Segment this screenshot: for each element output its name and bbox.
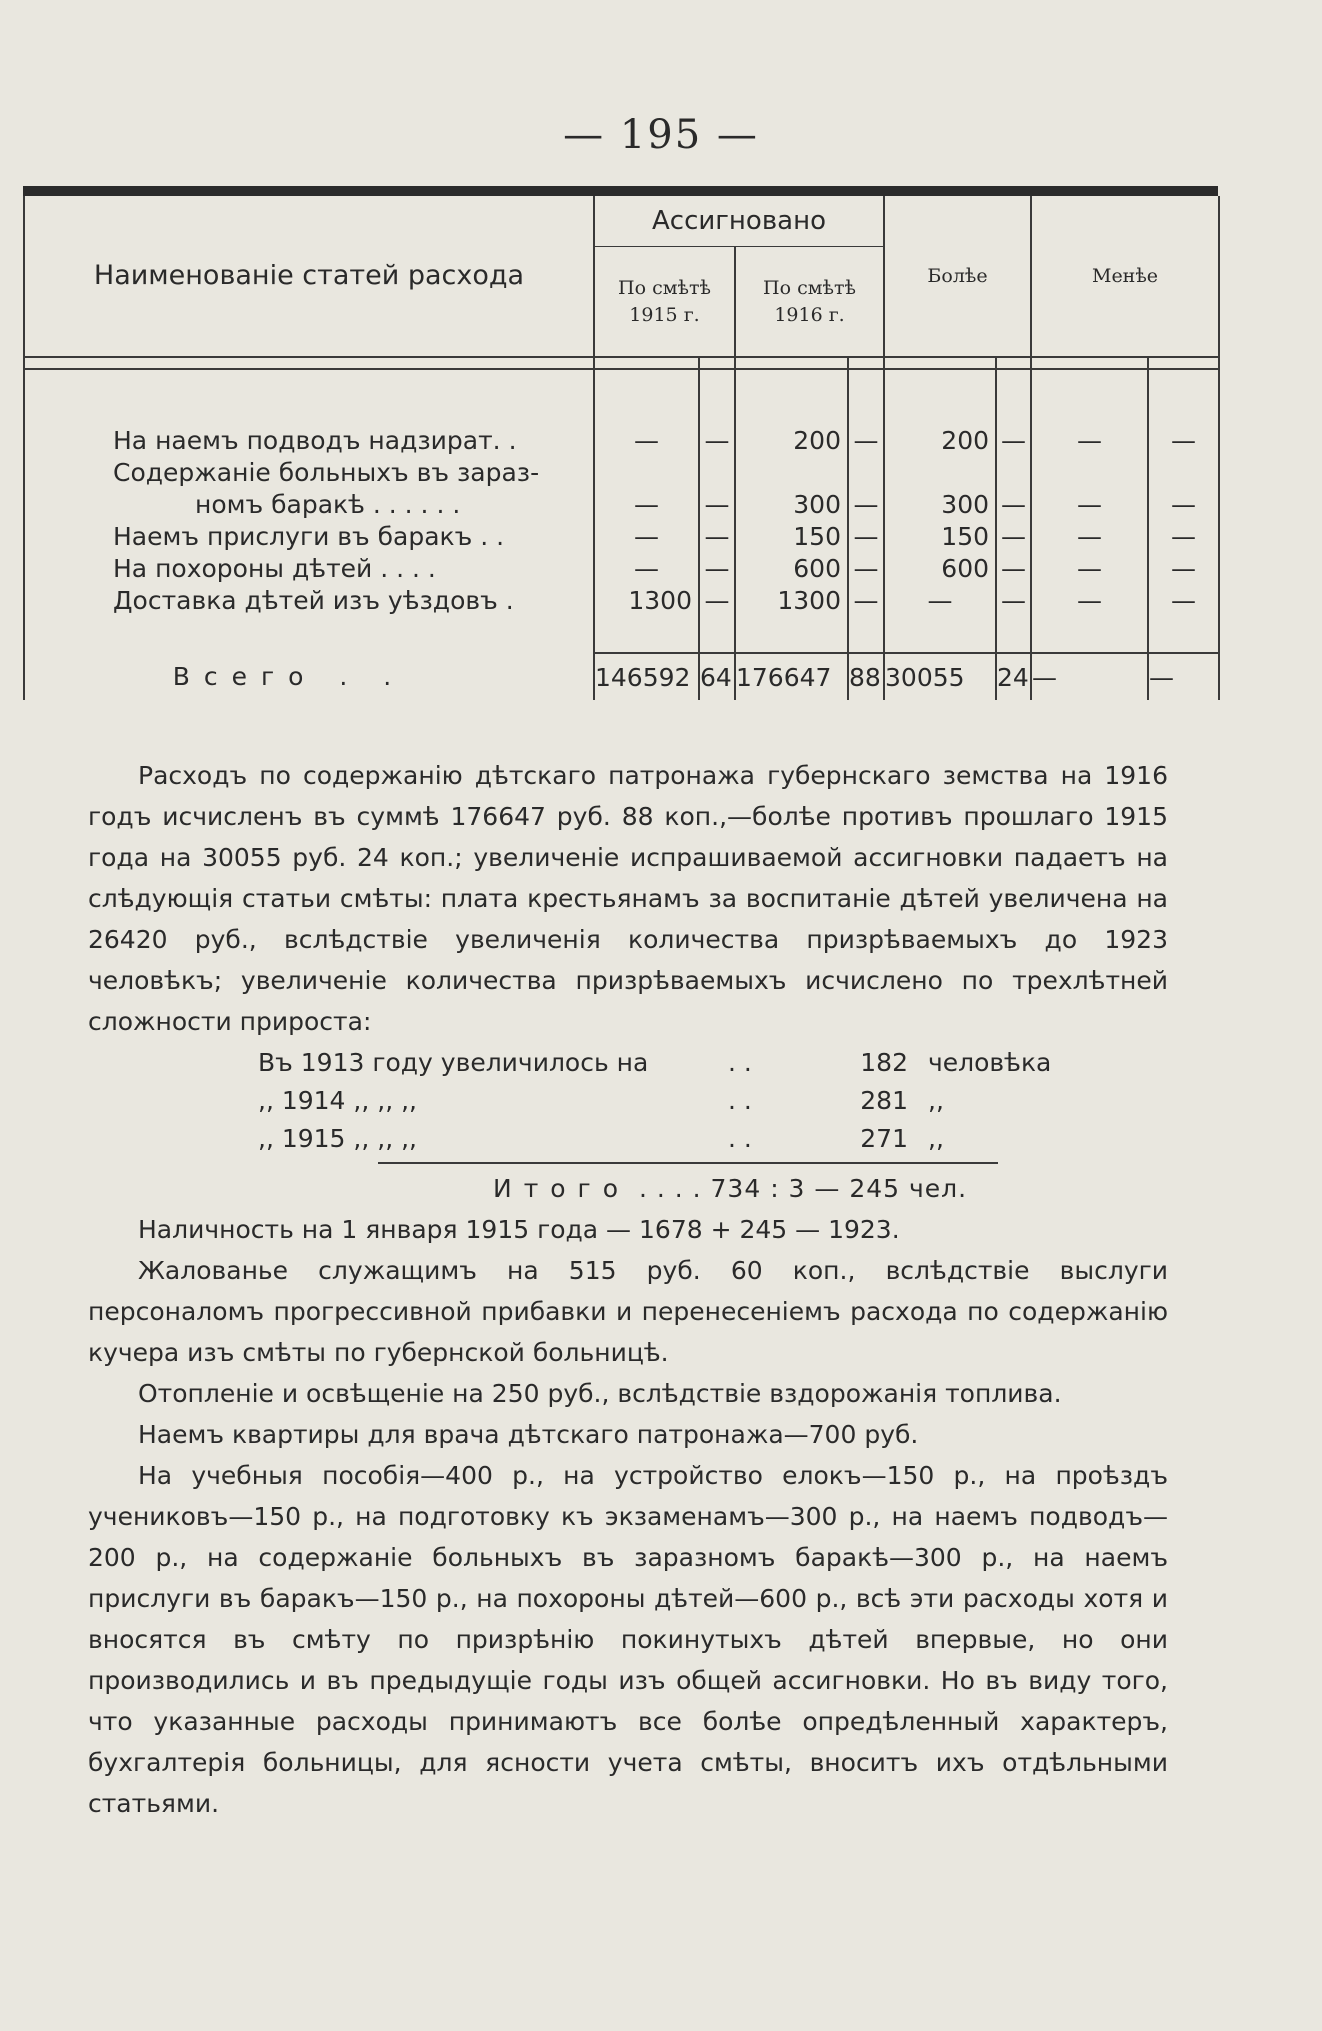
growth-label: Въ 1913 году увеличилось на xyxy=(258,1048,649,1077)
table-row xyxy=(24,584,1219,616)
budget-table xyxy=(23,196,1218,700)
growth-unit: ,, xyxy=(928,1124,944,1153)
cell-1915: 1300 xyxy=(594,584,699,616)
cell-1916 xyxy=(735,456,848,488)
cell-more: — xyxy=(884,584,996,616)
cell-1916-kop: — xyxy=(848,488,884,520)
cell-more: 300 xyxy=(884,488,996,520)
paragraph-expenses: Расходъ по содержанію дѣтскаго патронажа губернскаго земства на 1916 годъ исчисленъ въ суммѣ 176647 руб. 88 коп.,—болѣе противъ прошлаго 1915 года на 30055 руб. 24 коп.; увеличеніе испрашиваемой ассигновки падаетъ на слѣдующія статьи смѣты: плата крестьянамъ за воспитаніе дѣтей увеличена на 26420 руб., вслѣдствіе увеличенія количества призрѣваемыхъ до 1923 человѣкъ; увеличеніе количества призрѣваемыхъ исчислено по трехлѣтней сложности прироста: xyxy=(88,761,1168,1036)
growth-row xyxy=(258,1042,1168,1080)
total-more-kop: 24 xyxy=(996,653,1031,700)
total-less-kop: — xyxy=(1148,653,1219,700)
cell-more-kop: — xyxy=(996,584,1031,616)
growth-label: ,, 1915 ,, ,, ,, xyxy=(258,1124,417,1153)
total-1915: 146592 xyxy=(594,653,699,700)
row-name: Наемъ прислуги въ баракъ . . xyxy=(24,520,594,552)
cell-1916: 150 xyxy=(735,520,848,552)
cell-1915-kop xyxy=(699,456,735,488)
cell-more-kop: — xyxy=(996,488,1031,520)
cell-less xyxy=(1031,456,1148,488)
total-1916: 176647 xyxy=(735,653,848,700)
cell-1916: 300 xyxy=(735,488,848,520)
cell-1916-kop: — xyxy=(848,520,884,552)
cell-1915: — xyxy=(594,552,699,584)
cell-more xyxy=(884,456,996,488)
growth-row xyxy=(258,1118,1168,1156)
table-row xyxy=(24,424,1219,456)
row-name: На похороны дѣтей . . . . xyxy=(24,552,594,584)
cell-less-kop: — xyxy=(1148,584,1219,616)
cell-1915: — xyxy=(594,424,699,456)
paragraph-heating: Отопленіе и освѣщеніе на 250 руб., вслѣдствіе вздорожанія топлива. xyxy=(138,1379,1062,1408)
cell-less-kop xyxy=(1148,456,1219,488)
cell-1915-kop: — xyxy=(699,552,735,584)
total-row xyxy=(24,653,1219,700)
itogo-word: Итого xyxy=(493,1174,630,1203)
table-row xyxy=(24,456,1219,488)
cell-less-kop: — xyxy=(1148,424,1219,456)
cell-more-kop: — xyxy=(996,552,1031,584)
paragraph-salary: Жалованье служащимъ на 515 руб. 60 коп., вслѣдствіе выслуги персоналомъ прогрессивной прибавки и перенесеніемъ расхода по содержанію кучера изъ смѣты по губернской больницѣ. xyxy=(88,1256,1168,1367)
growth-dots: . . xyxy=(728,1124,752,1153)
itogo-line xyxy=(88,1168,1168,1209)
cell-1915-kop: — xyxy=(699,424,735,456)
total-less: — xyxy=(1031,653,1148,700)
header-assigned: Ассигновано xyxy=(594,196,884,247)
cell-less: — xyxy=(1031,520,1148,552)
row-name: Доставка дѣтей изъ уѣздовъ . xyxy=(24,584,594,616)
cell-1915-kop: — xyxy=(699,488,735,520)
total-label: Всего . . xyxy=(24,653,594,700)
cell-more-kop xyxy=(996,456,1031,488)
cell-1915-kop: — xyxy=(699,584,735,616)
cell-less: — xyxy=(1031,424,1148,456)
cell-1915-kop: — xyxy=(699,520,735,552)
growth-row xyxy=(258,1080,1168,1118)
header-col-1915: По смѣтѣ 1915 г. xyxy=(594,247,735,357)
cell-less: — xyxy=(1031,488,1148,520)
page-number: — 195 — xyxy=(563,112,759,158)
growth-dots: . . xyxy=(728,1048,752,1077)
cell-more: 150 xyxy=(884,520,996,552)
cell-less-kop: — xyxy=(1148,520,1219,552)
cell-1916: 200 xyxy=(735,424,848,456)
cell-more-kop: — xyxy=(996,424,1031,456)
total-1915-kop: 64 xyxy=(699,653,735,700)
cell-1916-kop: — xyxy=(848,584,884,616)
cell-less: — xyxy=(1031,584,1148,616)
header-more: Болѣе xyxy=(884,196,1031,357)
cell-1915: — xyxy=(594,520,699,552)
growth-number: 281 xyxy=(860,1086,908,1115)
cell-1916-kop: — xyxy=(848,552,884,584)
growth-number: 271 xyxy=(860,1124,908,1153)
growth-number: 182 xyxy=(860,1048,908,1077)
row-name: Содержаніе больныхъ въ зараз- xyxy=(24,456,594,488)
growth-unit: ,, xyxy=(928,1086,944,1115)
header-name: Наименованіе статей расхода xyxy=(24,196,594,357)
growth-dots: . . xyxy=(728,1086,752,1115)
paragraph-nalichnost: Наличность на 1 января 1915 года — 1678 + 245 — 1923. xyxy=(138,1215,900,1244)
cell-1916: 1300 xyxy=(735,584,848,616)
cell-1916-kop xyxy=(848,456,884,488)
table-row xyxy=(24,488,1219,520)
cell-less-kop: — xyxy=(1148,552,1219,584)
row-name: номъ баракѣ . . . . . . xyxy=(24,488,594,520)
cell-more-kop: — xyxy=(996,520,1031,552)
row-name: На наемъ подводъ надзират. . xyxy=(24,424,594,456)
cell-1916-kop: — xyxy=(848,424,884,456)
table-row xyxy=(24,520,1219,552)
cell-more: 200 xyxy=(884,424,996,456)
cell-less-kop: — xyxy=(1148,488,1219,520)
paragraph-apartment: Наемъ квартиры для врача дѣтскаго патронажа—700 руб. xyxy=(138,1420,919,1449)
itogo-values: . . . . 734 : 3 — 245 чел. xyxy=(638,1174,968,1203)
growth-label: ,, 1914 ,, ,, ,, xyxy=(258,1086,417,1115)
top-rule xyxy=(23,186,1218,196)
growth-list xyxy=(258,1042,1168,1156)
body-text xyxy=(88,755,1168,1824)
growth-unit: человѣка xyxy=(928,1048,1052,1077)
cell-1915 xyxy=(594,456,699,488)
header-col-1916: По смѣтѣ 1916 г. xyxy=(735,247,884,357)
header-less: Менѣе xyxy=(1031,196,1219,357)
cell-1915: — xyxy=(594,488,699,520)
cell-more: 600 xyxy=(884,552,996,584)
total-1916-kop: 88 xyxy=(848,653,884,700)
paragraph-school: На учебныя пособія—400 р., на устройство елокъ—150 р., на проѣздъ учениковъ—150 р., на подготовку къ экзаменамъ—300 р., на наемъ подводъ—200 р., на содержаніе больныхъ въ заразномъ баракѣ—300 р., на наемъ прислуги въ баракъ—150 р., на похороны дѣтей—600 р., всѣ эти расходы хотя и вносятся въ смѣту по призрѣнію покинутыхъ дѣтей впервые, но они производились и въ предыдущіе годы изъ общей ассигновки. Но въ виду того, что указанные расходы принимаютъ все болѣе опредѣленный характеръ, бухгалтерія больницы, для ясности учета смѣты, вноситъ ихъ отдѣльными статьями. xyxy=(88,1461,1168,1818)
total-more: 30055 xyxy=(884,653,996,700)
cell-1916: 600 xyxy=(735,552,848,584)
table-row xyxy=(24,552,1219,584)
cell-less: — xyxy=(1031,552,1148,584)
